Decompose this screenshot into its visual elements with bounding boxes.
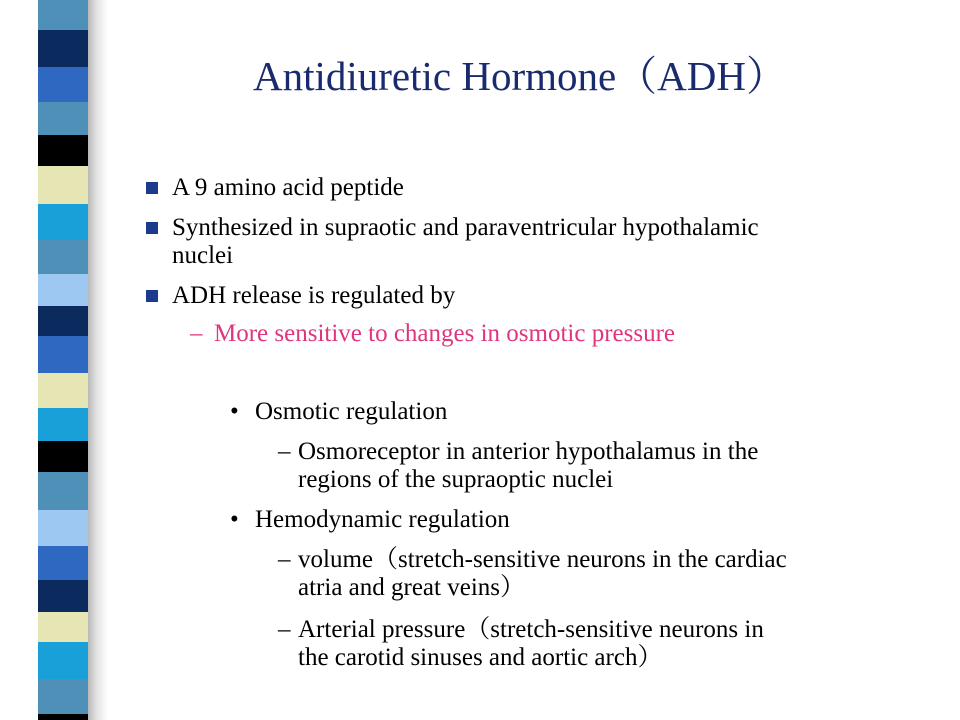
bullet-text: Synthesized in supraotic and paraventricular hypothalamic — [172, 214, 759, 241]
bullet-square-icon — [146, 290, 158, 302]
decorative-stripe — [38, 204, 88, 240]
decorative-stripe — [38, 102, 88, 135]
dot-bullet-icon: • — [230, 506, 239, 533]
dash-marker: – — [278, 616, 291, 643]
decorative-stripe — [38, 546, 88, 580]
osmotic-regulation-heading: Osmotic regulation — [255, 398, 448, 425]
sub-item-text: More sensitive to changes in osmotic pressure — [214, 320, 676, 347]
sub-item-dash: – — [190, 320, 203, 347]
dash-marker: – — [278, 546, 291, 573]
decorative-stripe — [38, 240, 88, 274]
bullet-square-icon — [146, 182, 158, 194]
decorative-stripe — [38, 166, 88, 204]
decorative-stripe — [38, 135, 88, 166]
decorative-stripe — [38, 373, 88, 408]
volume-detail-line: atria and great veins） — [298, 574, 525, 601]
arterial-detail-line: Arterial pressure（stretch-sensitive neurons in — [298, 616, 764, 643]
stripe-shadow-edge — [88, 0, 108, 720]
decorative-stripe — [38, 510, 88, 546]
decorative-stripe — [38, 612, 88, 642]
osmotic-detail-line: regions of the supraoptic nuclei — [298, 466, 614, 493]
decorative-stripe — [38, 679, 88, 714]
decorative-stripe — [38, 472, 88, 510]
decorative-stripe — [38, 274, 88, 306]
decorative-stripe — [38, 714, 88, 720]
decorative-stripe — [38, 30, 88, 67]
decorative-stripe-bar — [38, 0, 88, 720]
decorative-stripe — [38, 441, 88, 472]
hemodynamic-regulation-heading: Hemodynamic regulation — [255, 506, 510, 533]
dash-marker: – — [278, 438, 291, 465]
osmotic-detail-line: Osmoreceptor in anterior hypothalamus in the — [298, 438, 759, 465]
bullet-text: A 9 amino acid peptide — [172, 174, 404, 201]
decorative-stripe — [38, 408, 88, 441]
decorative-stripe — [38, 306, 88, 336]
volume-detail-line: volume（stretch-sensitive neurons in the cardiac — [298, 546, 787, 573]
decorative-stripe — [38, 0, 88, 30]
decorative-stripe — [38, 67, 88, 102]
slide-title: Antidiuretic Hormone（ADH） — [252, 53, 788, 99]
dot-bullet-icon: • — [230, 398, 239, 425]
decorative-stripe — [38, 336, 88, 373]
decorative-stripe — [38, 642, 88, 679]
arterial-detail-line: the carotid sinuses and aortic arch） — [298, 644, 663, 671]
bullet-text: ADH release is regulated by — [172, 282, 456, 309]
bullet-text-continued: nuclei — [172, 242, 234, 269]
bullet-square-icon — [146, 222, 158, 234]
decorative-stripe — [38, 580, 88, 612]
